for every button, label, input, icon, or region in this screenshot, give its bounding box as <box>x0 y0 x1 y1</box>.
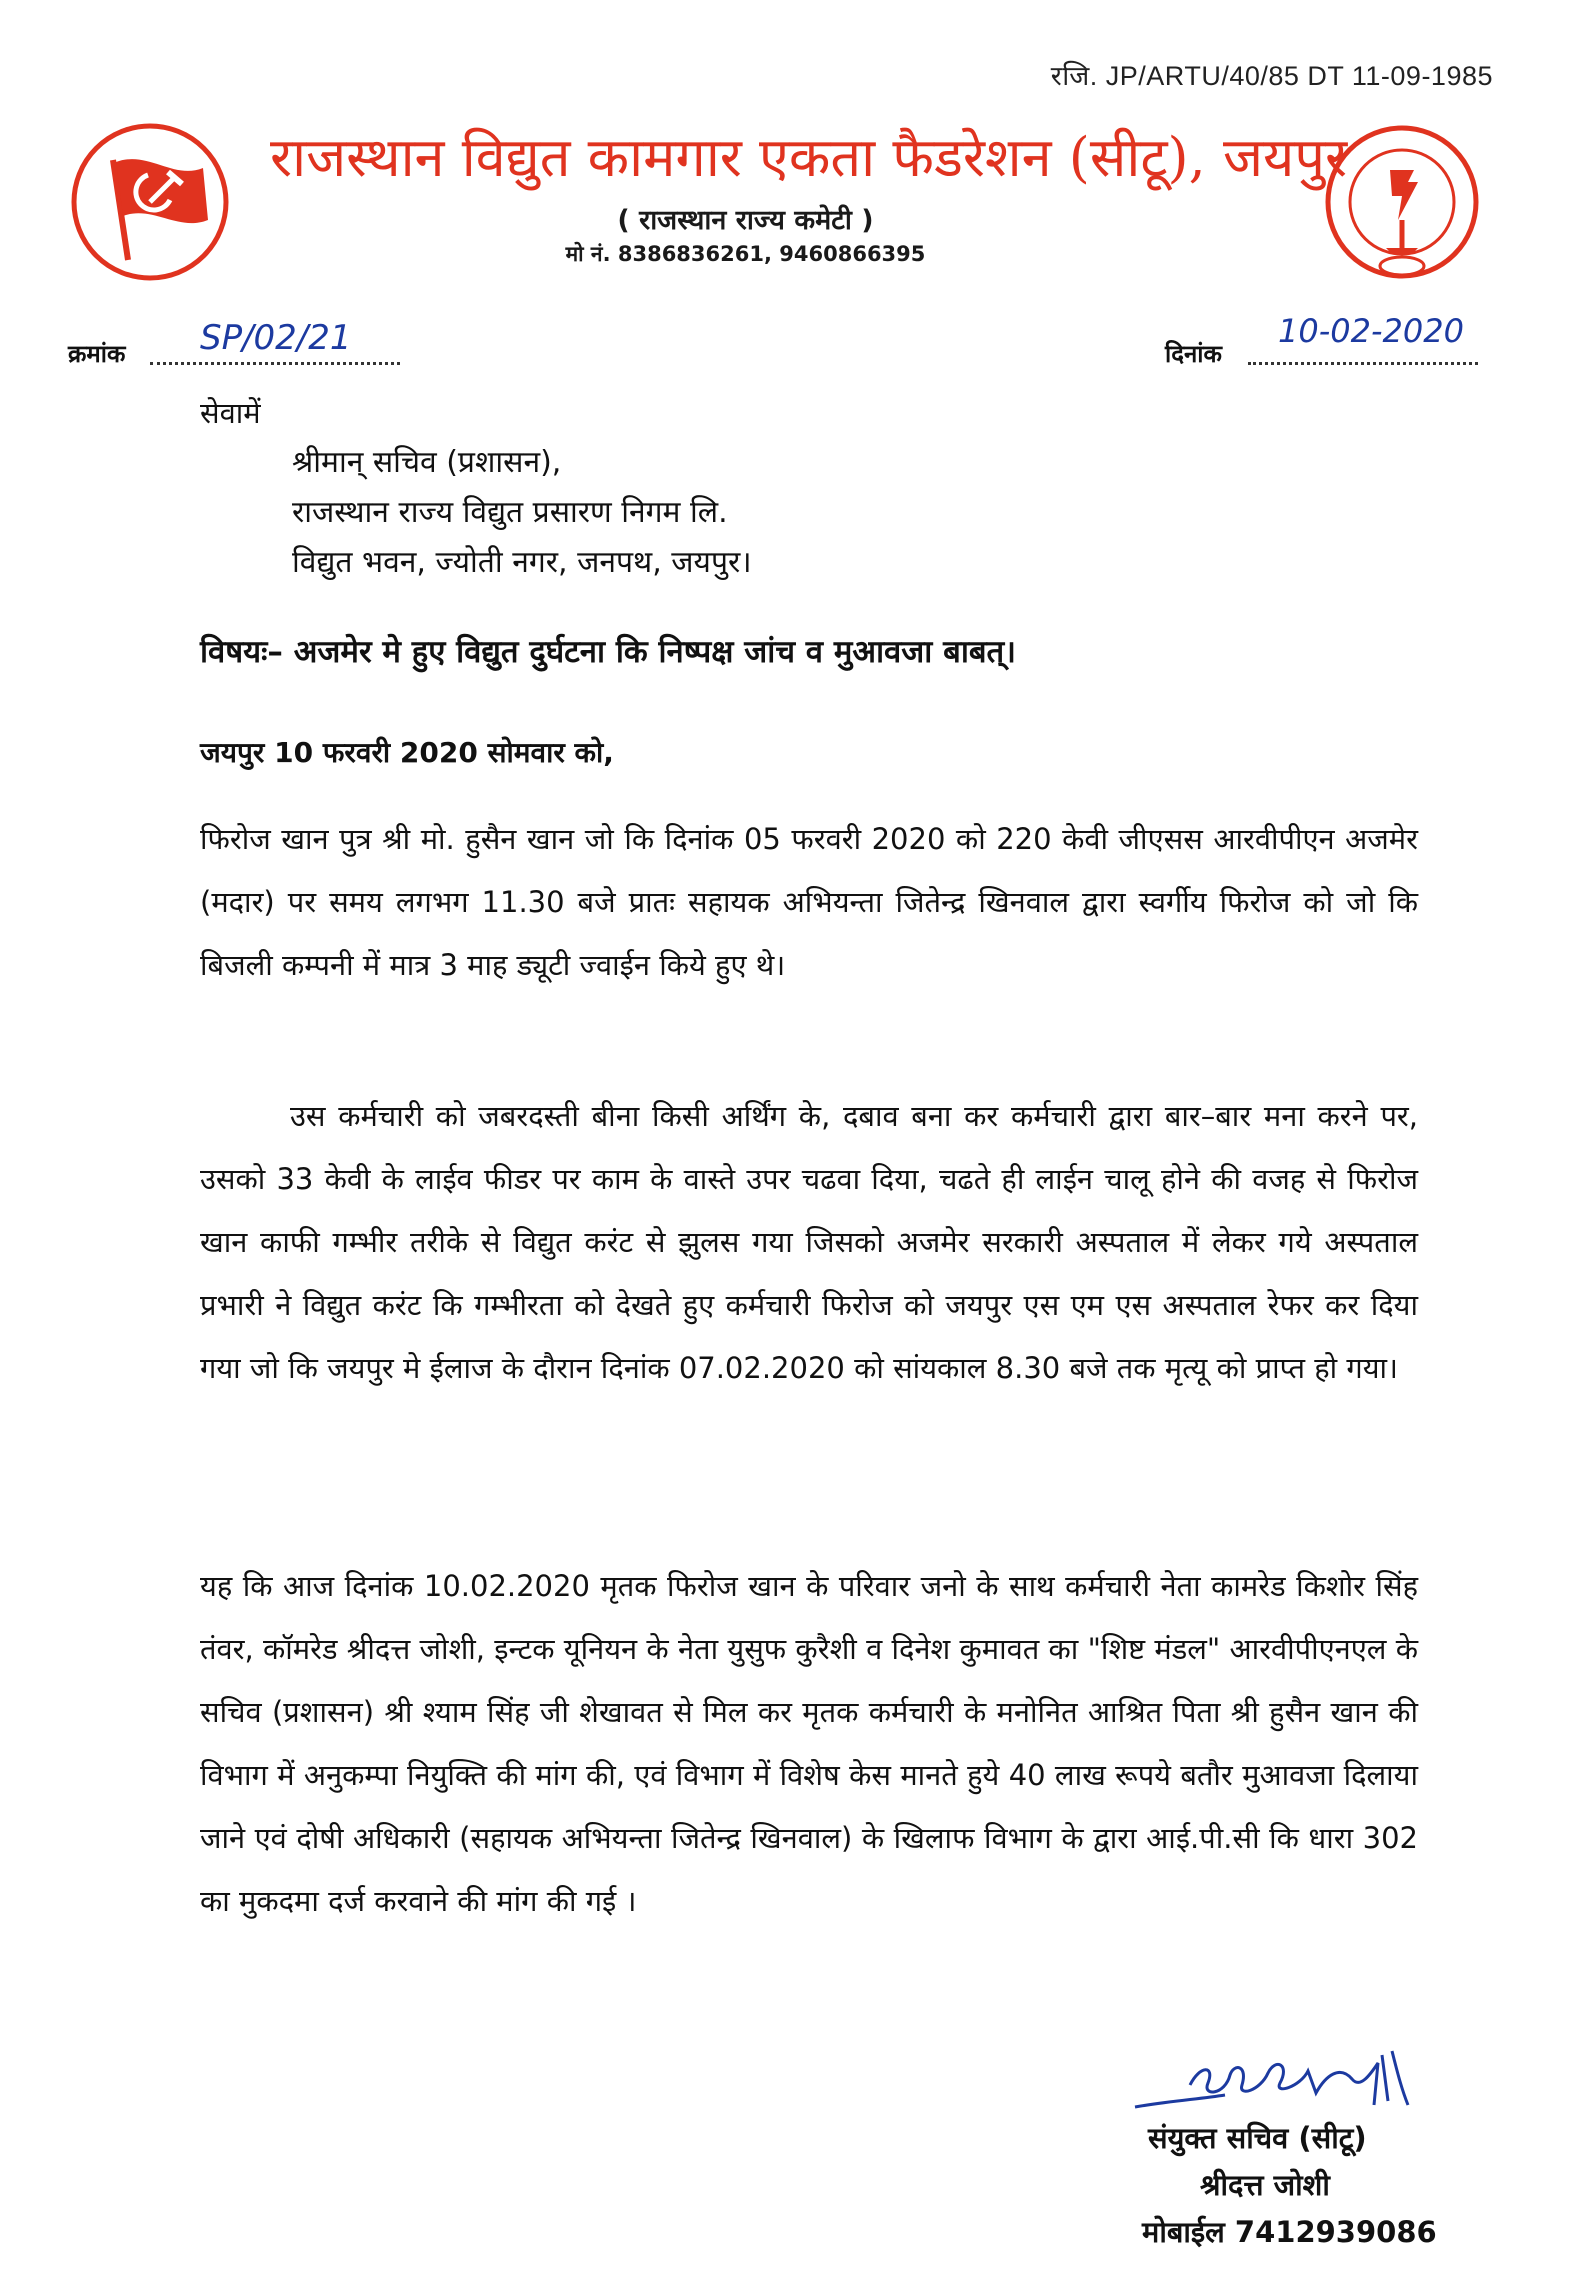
body-paragraph: यह कि आज दिनांक 10.02.2020 मृतक फिरोज खान के परिवार जनो के साथ कर्मचारी नेता कामरेड किशोर सिंह तंवर, कॉमरेड श्रीदत्त जोशी, इन्टक यूनियन के नेता युसुफ कुरैशी व दिनेश कुमावत का "शिष्ट मंडल" आरवीपीएनएल के सचिव (प्रशासन) श्री श्याम सिंह जी शेखावत से मिल कर मृतक कर्मचारी के मनोनित आश्रित पिता श्री हुसैन खान की विभाग में अनुकम्पा नियुक्ति की मांग की, एवं विभाग में विशेष केस मानते हुये 40 लाख रूपये बतौर मुआवजा दिलाया जाने एवं दोषी अधिकारी (सहायक अभियन्ता जितेन्द्र खिनवाल) के खिलाफ विभाग के द्वारा आई.पी.सी कि धारा 302 का मुकदमा दर्ज करवाने की मांग की गई । <box>200 1569 1418 1918</box>
date-dotted-line <box>1248 362 1478 365</box>
date-label: दिनांक <box>1165 340 1222 368</box>
addressee-line: श्रीमान् सचिव (प्रशासन), <box>292 445 562 480</box>
logo-citu-text: CITU <box>130 233 167 249</box>
reference-number: SP/02/21 <box>200 318 352 358</box>
registration-number: रजि. JP/ARTU/40/85 DT 11-09-1985 <box>1050 61 1493 91</box>
signatory-designation: संयुक्त सचिव (सीटू) <box>1148 2121 1367 2155</box>
body-paragraph: उस कर्मचारी को जबरदस्ती बीना किसी अर्थिंग के, दबाव बना कर कर्मचारी द्वारा बार–बार मना करने पर, उसको 33 केवी के लाईव फीडर पर काम के वास्ते उपर चढवा दिया, चढते ही लाईन चालू होने की वजह से फिरोज खान काफी गम्भीर तरीके से विद्युत करंट से झुलस गया जिसको अजमेर सरकारी अस्पताल में लेकर गये अस्पताल प्रभारी ने विद्युत करंट कि गम्भीरता को देखते हुए कर्मचारी फिरोज को जयपुर एस एम एस अस्पताल रेफर कर दिया गया जो कि जयपुर मे ईलाज के दौरान दिनांक 07.02.2020 को सांयकाल 8.30 बजे तक मृत्यू को प्राप्त हो गया। <box>200 1099 1418 1385</box>
reference-dotted-line <box>150 362 400 365</box>
header-mobile-numbers: मो नं. 8386836261, 9460866395 <box>565 242 926 266</box>
body-paragraph: फिरोज खान पुत्र श्री मो. हुसैन खान जो कि दिनांक 05 फरवरी 2020 को 220 केवी जीएसस आरवीपीएन अजमेर (मदार) पर समय लगभग 11.30 बजे प्रातः सहायक अभियन्ता जितेन्द्र खिनवाल द्वारा स्वर्गीय फिरोज को जो कि बिजली कम्पनी में मात्र 3 माह ड्यूटी ज्वाईन किये हुए थे। <box>200 822 1418 982</box>
organization-title: राजस्थान विद्युत कामगार एकता फैडरेशन (सीटू), जयपुर <box>270 126 1348 189</box>
letter-date: 10-02-2020 <box>1278 312 1464 350</box>
committee-subtitle: ( राजस्थान राज्य कमेटी ) <box>617 205 874 236</box>
addressee-line: राजस्थान राज्य विद्युत प्रसारण निगम लि. <box>292 495 728 530</box>
letter-subject: विषयः– अजमेर मे हुए विद्युत दुर्घटना कि निष्पक्ष जांच व मुआवजा बाबत्। <box>200 634 1016 670</box>
union-seal-logo-icon <box>1320 120 1485 285</box>
reference-label: क्रमांक <box>68 340 126 368</box>
signatory-mobile: मोबाईल 7412939086 <box>1142 2215 1437 2249</box>
addressee-line: विद्युत भवन, ज्योती नगर, जनपथ, जयपुर। <box>292 545 752 580</box>
handwritten-signature-icon <box>1130 2035 1420 2125</box>
place-date-line: जयपुर 10 फरवरी 2020 सोमवार को, <box>200 736 614 769</box>
signatory-name: श्रीदत्त जोशी <box>1200 2168 1330 2202</box>
salutation: सेवामें <box>200 396 261 430</box>
